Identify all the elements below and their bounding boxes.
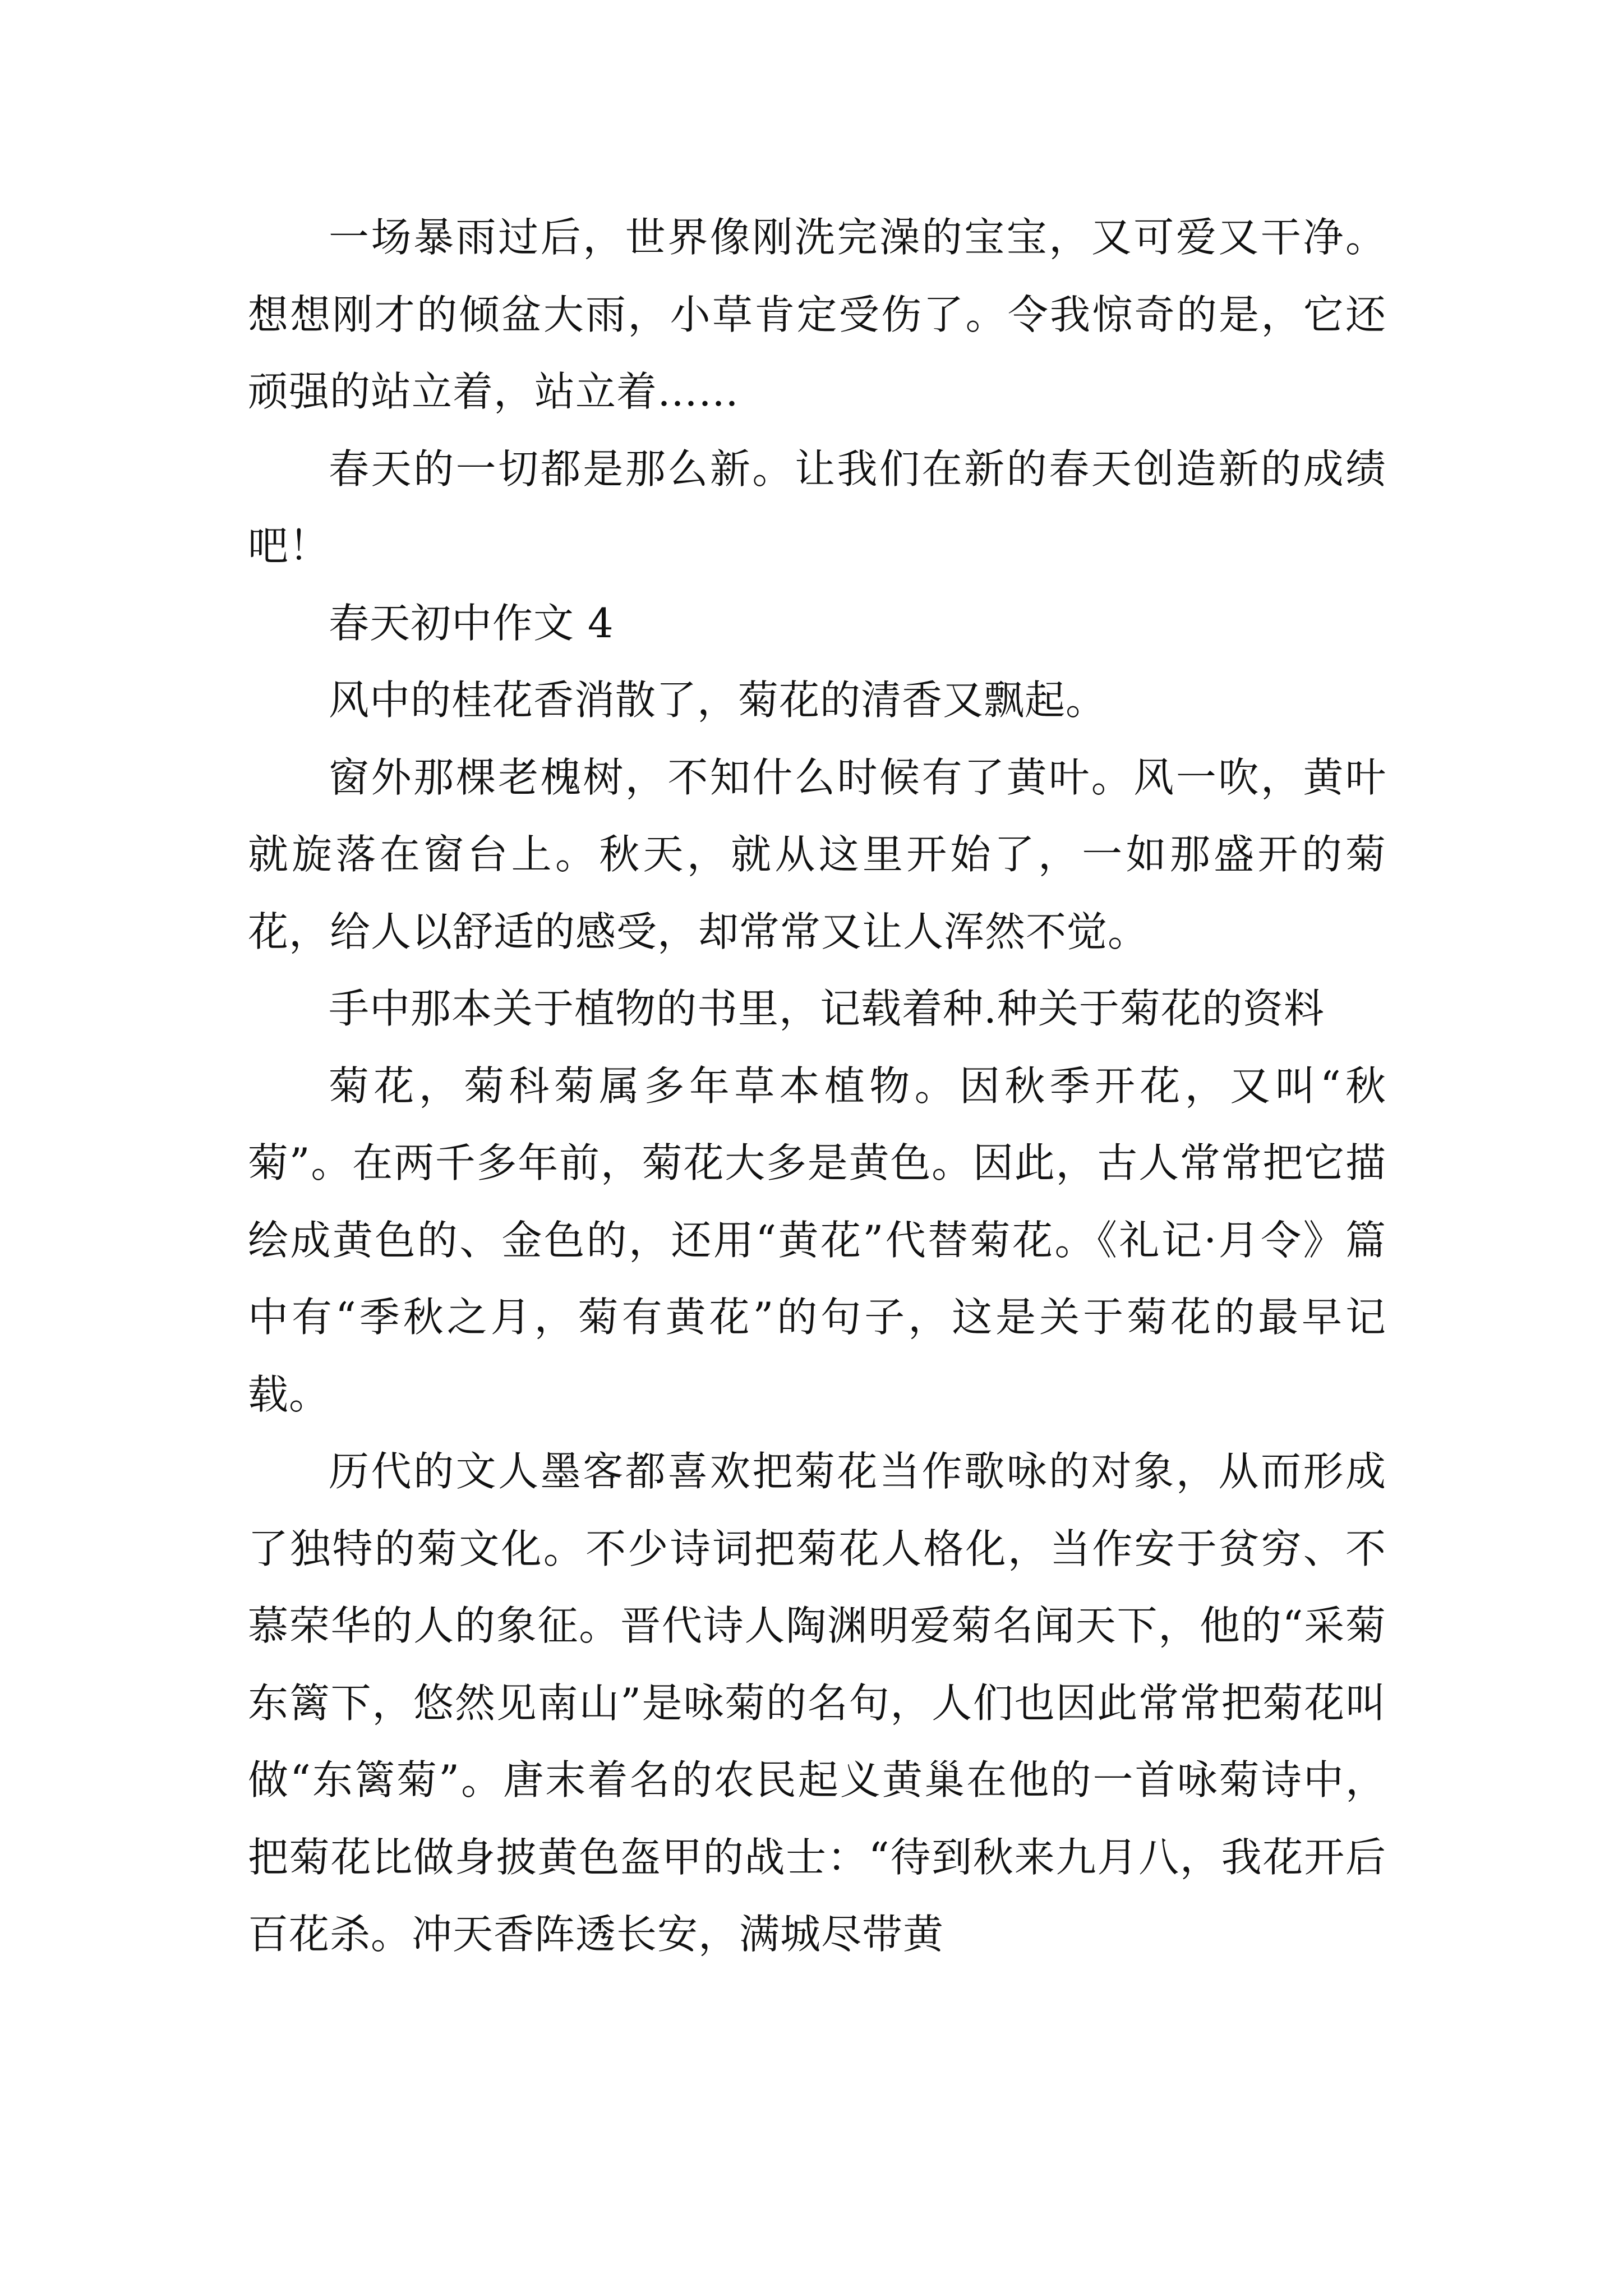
document-body [248, 199, 1386, 1973]
paragraph-plant-book: 手中那本关于植物的书里，记载着种.种关于菊花的资料 [329, 985, 1325, 1032]
paragraph-rainstorm: 一场暴雨过后，世界像刚洗完澡的宝宝，又可爱又干净。想想刚才的倾盆大雨，小草肯定受伤了。令我惊奇的是，它还顽强的站立着，站立着…… [248, 214, 1386, 415]
paragraph-chrysanthemum-culture: 历代的文人墨客都喜欢把菊花当作歌咏的对象，从而形成了独特的菊文化。不少诗词把菊花人格化，当作安于贫穷、不慕荣华的人的象征。晋代诗人陶渊明爱菊名闻天下，他的“采菊东篱下，悠然见南山”是咏菊的名句，人们也因此常常把菊花叫做“东篱菊”。唐末着名的农民起义黄巢在他的一首咏菊诗中，把菊花比做身披黄色盔甲的战士：“待到秋来九月八，我花开后百花杀。冲天香阵透长安，满城尽带黄 [248, 1448, 1386, 1958]
paragraph-spring-new: 春天的一切都是那么新。让我们在新的春天创造新的成绩吧！ [248, 445, 1386, 569]
paragraph-osmanthus: 风中的桂花香消散了，菊花的清香又飘起。 [329, 677, 1107, 724]
paragraph-chrysanthemum-history: 菊花，菊科菊属多年草本植物。因秋季开花，又叫“秋菊”。在两千多年前，菊花大多是黄色。因此，古人常常把它描绘成黄色的、金色的，还用“黄花”代替菊花。《礼记·月令》篇中有“季秋之月，菊有黄花”的句子，这是关于菊花的最早记载。 [248, 1062, 1386, 1418]
essay-heading: 春天初中作文 4 [329, 599, 614, 647]
paragraph-locust-tree: 窗外那棵老槐树，不知什么时候有了黄叶。风一吹，黄叶就旋落在窗台上。秋天，就从这里开始了，一如那盛开的菊花，给人以舒适的感受，却常常又让人浑然不觉。 [248, 753, 1386, 955]
